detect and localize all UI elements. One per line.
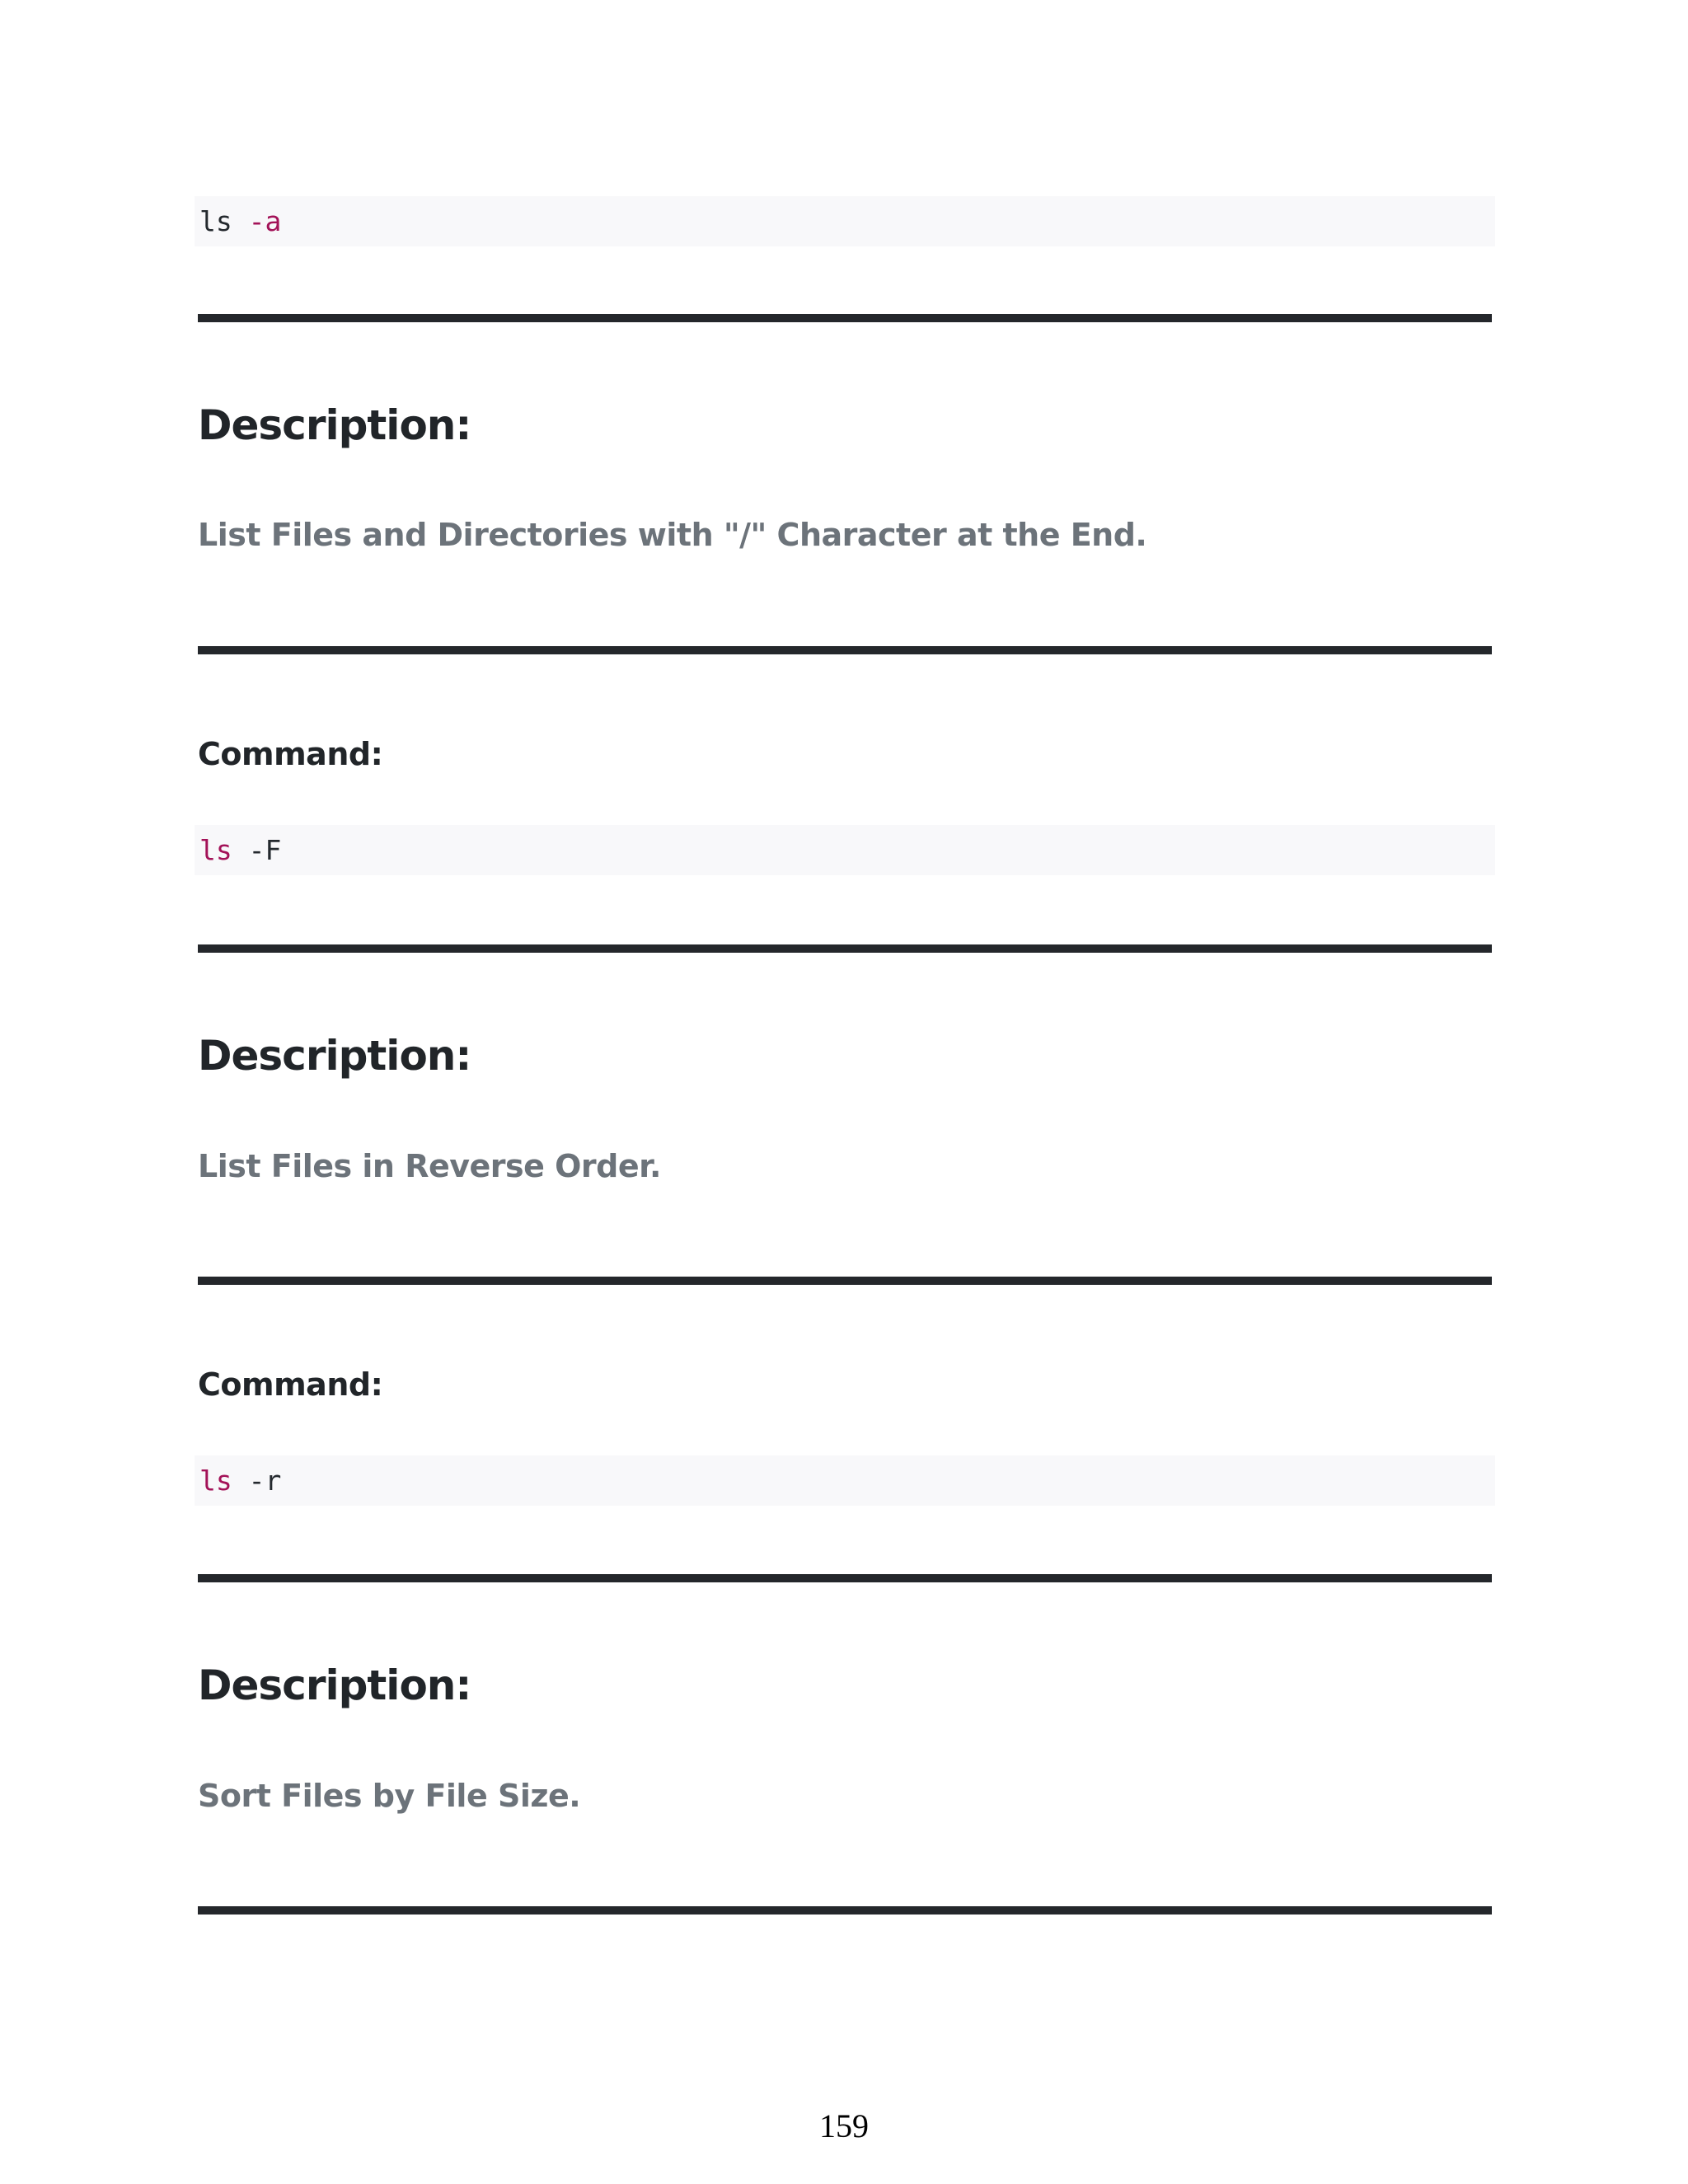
horizontal-rule: [198, 646, 1492, 654]
description-heading: Description:: [198, 1661, 471, 1709]
horizontal-rule: [198, 1906, 1492, 1915]
code-flag: -F: [232, 834, 282, 866]
description-heading: Description:: [198, 401, 471, 449]
description-text: List Files and Directories with "/" Character at the End.: [198, 517, 1147, 553]
code-block-ls-r: [195, 1455, 1495, 1506]
horizontal-rule: [198, 314, 1492, 322]
description-text: Sort Files by File Size.: [198, 1778, 581, 1814]
code-command: ls: [199, 1465, 232, 1497]
description-text: List Files in Reverse Order.: [198, 1148, 661, 1184]
horizontal-rule: [198, 944, 1492, 953]
code-command: ls: [199, 834, 232, 866]
horizontal-rule: [198, 1574, 1492, 1582]
page-number: 159: [819, 2107, 869, 2144]
code-command: ls: [199, 205, 249, 237]
description-heading: Description:: [198, 1032, 471, 1080]
code-flag: -a: [248, 205, 282, 237]
command-heading: Command:: [198, 1366, 383, 1403]
horizontal-rule: [198, 1277, 1492, 1285]
code-block-ls-a: [195, 196, 1495, 246]
code-flag: -r: [232, 1465, 282, 1497]
command-heading: Command:: [198, 736, 383, 772]
code-block-ls-f: [195, 825, 1495, 875]
